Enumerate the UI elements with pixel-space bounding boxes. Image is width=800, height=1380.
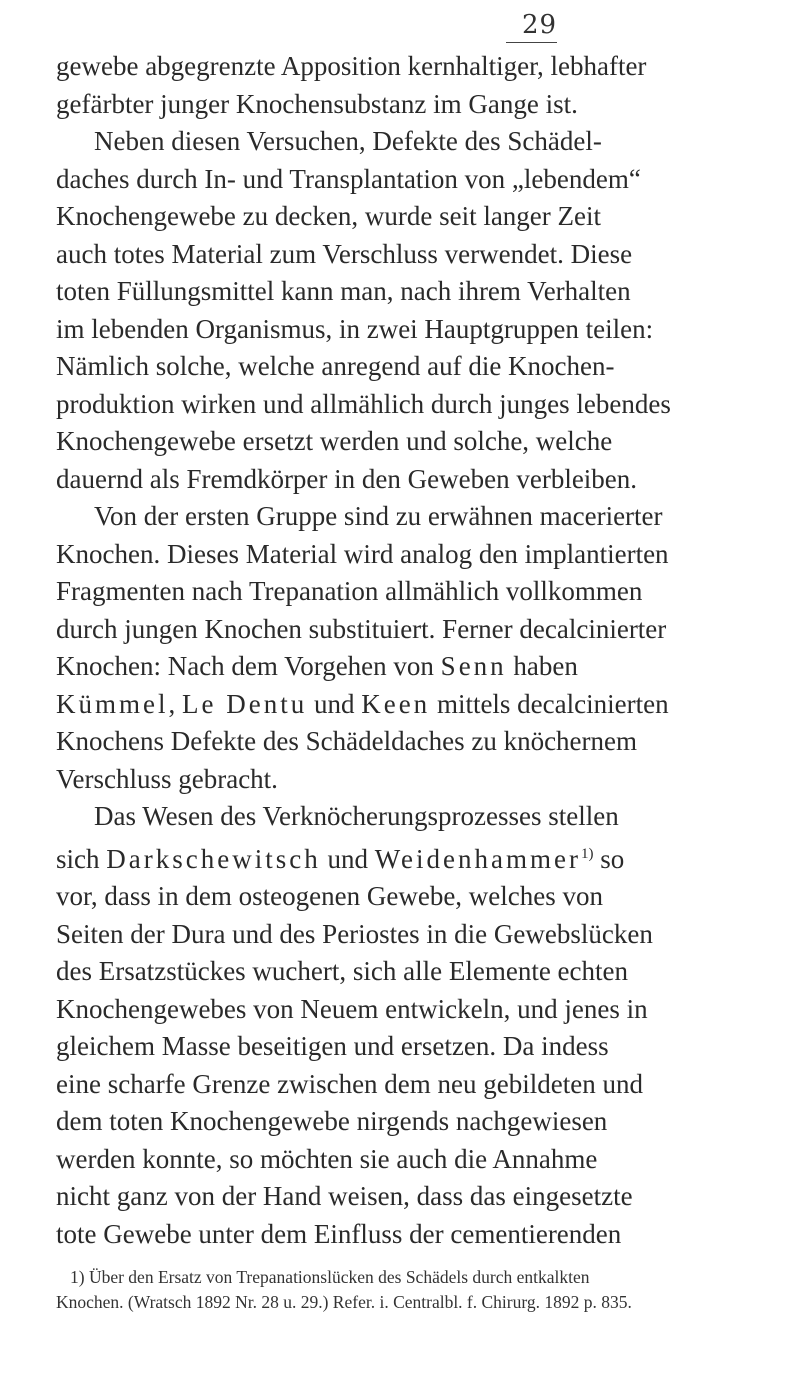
text-segment: , (168, 688, 182, 719)
text-line: tote Gewebe unter dem Einfluss der cementierenden (56, 1218, 622, 1249)
author-name: Weidenhammer (374, 843, 581, 874)
footnote-line: Knochen. (Wratsch 1892 Nr. 28 u. 29.) Refer. i. Centralbl. f. Chirurg. 1892 p. 835. (56, 1292, 632, 1312)
text-line: Knochengewebe ersetzt werden und solche, welche (56, 426, 613, 456)
text-segment: und (320, 843, 375, 874)
footnote (56, 1265, 746, 1315)
text-line: durch jungen Knochen substituiert. Ferner decalcinierter (56, 613, 667, 644)
text-line (56, 836, 734, 879)
page-number: 29 (506, 10, 557, 43)
text-line: dauernd als Fremdkörper in den Geweben verbleiben. (56, 463, 638, 494)
text-line: Das Wesen des Verknöcherungsprozesses stellen (94, 801, 619, 831)
text-line: Knochengewebe zu decken, wurde seit langer Zeit (56, 201, 602, 231)
text-line: Von der ersten Gruppe sind zu erwähnen macerierter (94, 501, 663, 531)
text-line: eine scharfe Grenze zwischen dem neu gebildeten und (56, 1068, 643, 1099)
author-name: Senn (440, 651, 507, 681)
text-segment: mittels decalcinierten (430, 688, 669, 719)
text-line: toten Füllungsmittel kann man, nach ihrem Verhalten (56, 276, 631, 306)
text-line: Seiten der Dura und des Periostes in die Gewebslücken (56, 918, 653, 949)
text-line: im lebenden Organismus, in zwei Hauptgruppen teilen: (56, 313, 654, 344)
author-name: Le Dentu (182, 688, 308, 719)
text-line: werden konnte, so möchten sie auch die Annahme (56, 1143, 598, 1174)
text-line: gefärbter junger Knochensubstanz im Gange ist. (56, 88, 578, 119)
text-line: gleichem Masse beseitigen und ersetzen. Da indess (56, 1031, 609, 1061)
text-line: vor, dass in dem osteogenen Gewebe, welches von (56, 881, 604, 911)
text-line: produktion wirken und allmählich durch junges lebendes (56, 388, 671, 419)
text-line: Neben diesen Versuchen, Defekte des Schädel- (94, 126, 602, 156)
text-line: dem toten Knochengewebe nirgends nachgewiesen (56, 1106, 608, 1136)
text-line (56, 686, 734, 724)
text-segment: sich (56, 843, 107, 874)
author-name: Darkschewitsch (106, 843, 321, 874)
text-line: Verschluss gebracht. (56, 763, 278, 794)
footnote-marker: 1) (580, 845, 594, 862)
text-segment: und (307, 688, 362, 719)
text-line (56, 648, 734, 686)
text-segment: haben (506, 651, 578, 681)
text-line: auch totes Material zum Verschluss verwendet. Diese (56, 238, 633, 269)
author-name: Kümmel (56, 688, 169, 719)
text-segment: so (593, 843, 625, 874)
text-line: des Ersatzstückes wuchert, sich alle Elemente echten (56, 956, 629, 986)
text-line: Nämlich solche, welche anregend auf die Knochen- (56, 351, 615, 381)
author-name: Keen (361, 688, 431, 719)
text-line: Knochens Defekte des Schädeldaches zu knöchernem (56, 726, 638, 756)
text-line: gewebe abgegrenzte Apposition kernhaltiger, lebhafter (56, 51, 647, 81)
text-line: nicht ganz von der Hand weisen, dass das eingesetzte (56, 1181, 633, 1211)
text-line: Knochengewebes von Neuem entwickeln, und jenes in (56, 993, 648, 1024)
text-segment: Knochen: Nach dem Vorgehen von (56, 651, 441, 681)
text-line: Knochen. Dieses Material wird analog den implantierten (56, 538, 669, 569)
text-line: Fragmenten nach Trepanation allmählich vollkommen (56, 576, 643, 606)
text-line: daches durch In- und Transplantation von „lebendem“ (56, 163, 641, 194)
footnote-line: 1) Über den Ersatz von Trepanationslücken des Schädels durch entkalkten (70, 1267, 590, 1287)
body-text (56, 48, 734, 1253)
